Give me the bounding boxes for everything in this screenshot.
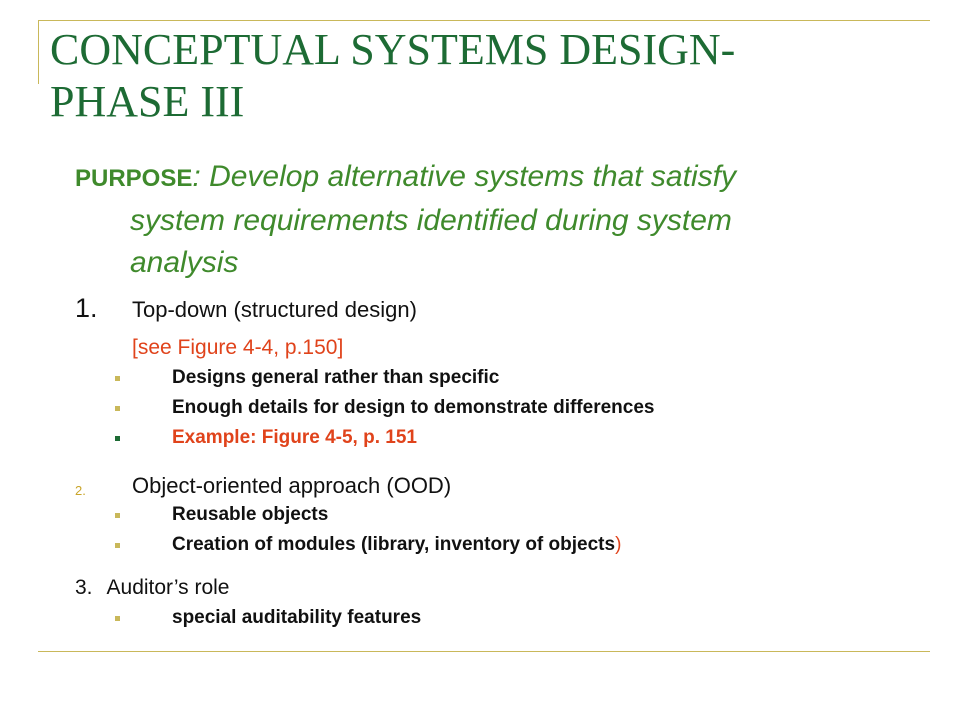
bullet-square-icon (115, 616, 120, 621)
title-line-2: PHASE III (50, 77, 245, 126)
item-2-bullet-2 (172, 534, 621, 556)
title-line-1: CONCEPTUAL SYSTEMS DESIGN- (50, 25, 736, 74)
purpose-text-line-3: analysis (130, 246, 239, 279)
purpose-colon: : (192, 160, 201, 193)
bullet-text: Enough details for design to demonstrate differences (172, 397, 655, 418)
item-1-bullet-3 (172, 427, 417, 449)
bullet-text: Example: Figure 4-5, p. 151 (172, 427, 417, 448)
bullet-square-icon (115, 376, 120, 381)
bullet-text: Designs general rather than specific (172, 367, 500, 388)
item-2-text: Object-oriented approach (OOD) (132, 473, 452, 498)
item-3-number: 3. (75, 576, 93, 599)
item-1-number: 1. (75, 293, 98, 323)
purpose-text-line-1: Develop alternative systems that satisfy (209, 160, 736, 193)
bullet-square-icon (115, 406, 120, 411)
bottom-rule (38, 651, 930, 652)
bullet-text: special auditability features (172, 607, 422, 628)
item-1-bullet-1 (172, 367, 499, 389)
item-1-bullet-2 (172, 397, 654, 419)
item-1-reference: [see Figure 4-4, p.150] (132, 336, 344, 359)
item-3-bullet-1 (172, 607, 421, 629)
item-1 (75, 293, 417, 324)
bullet-text: Creation of modules (library, inventory of objects (172, 534, 616, 555)
item-2-bullet-1 (172, 504, 328, 526)
bullet-text: Reusable objects (172, 504, 329, 525)
closing-paren: ) (615, 534, 622, 555)
left-rule (38, 20, 39, 84)
slide-title (50, 24, 910, 128)
bullet-square-icon (115, 543, 120, 548)
purpose-label: PURPOSE (75, 165, 193, 192)
purpose-block (75, 156, 875, 284)
item-3-text: Auditor’s role (106, 576, 230, 599)
item-2-number: 2. (75, 483, 86, 498)
item-3 (75, 576, 229, 600)
purpose-text-line-2: system requirements identified during system (130, 204, 732, 237)
bullet-square-icon (115, 513, 120, 518)
item-1-text: Top-down (structured design) (132, 297, 417, 322)
bullet-square-icon (115, 436, 120, 441)
top-rule (38, 20, 930, 21)
